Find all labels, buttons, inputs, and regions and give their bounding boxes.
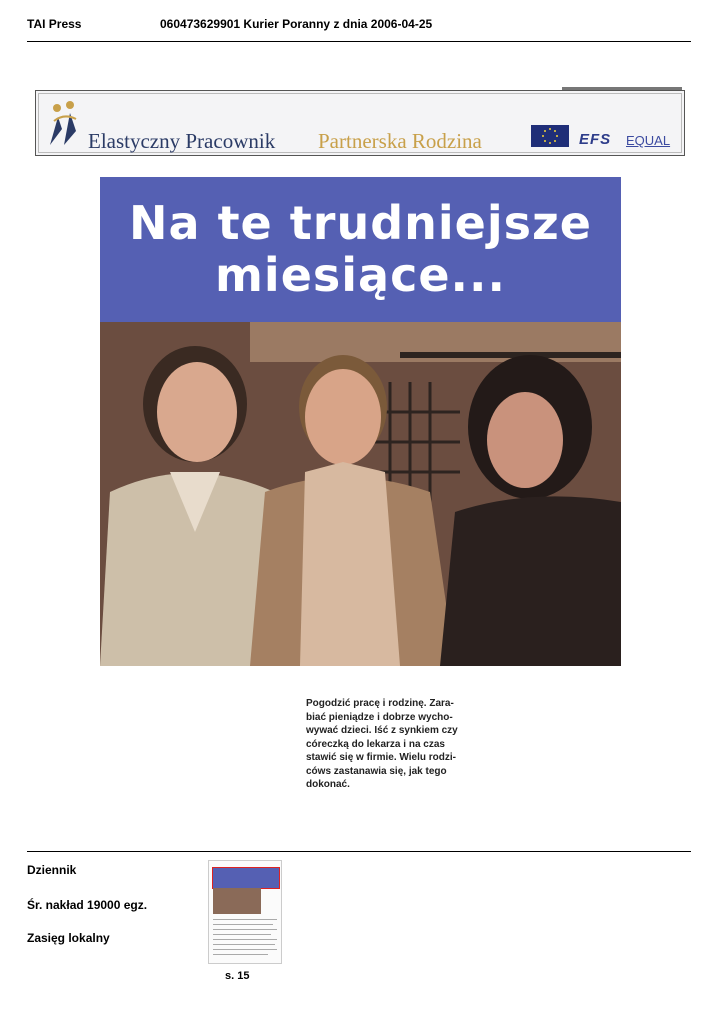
eu-flag-icon	[531, 125, 569, 147]
headline-line-2: miesiące...	[215, 248, 506, 302]
reference-line: 060473629901 Kurier Poranny z dnia 2006-04-25	[160, 17, 433, 31]
top-divider	[27, 41, 691, 42]
headline	[100, 197, 621, 301]
circulation: Śr. nakład 19000 egz.	[27, 898, 148, 912]
article-lead: Pogodzić pracę i rodzinę. Zara- biać pieniądze i dobrze wycho- wywać dzieci. Iść z synkiem czy córeczką do lekarza i na czas stawić się w firmie. Wielu rodzi- cóws zastanawia się, jak tego dokonać.	[306, 698, 458, 790]
headline-line-1: Na te trudniejsze	[129, 196, 592, 250]
brand-partnerska-rodzina: Partnerska Rodzina	[318, 129, 482, 153]
distribution-range: Zasięg lokalny	[27, 931, 110, 945]
page-thumbnail[interactable]	[208, 860, 282, 964]
brand-elastyczny-pracownik: Elastyczny Pracownik	[88, 129, 276, 153]
article-photo	[100, 322, 621, 666]
family-figures-icon	[46, 99, 82, 149]
efs-logo: EFS	[579, 131, 612, 148]
publication-type: Dziennik	[27, 863, 77, 877]
campaign-banner	[35, 90, 685, 156]
source-label: TAI Press	[27, 17, 82, 31]
headline-box	[100, 177, 621, 322]
equal-logo: EQUAL	[626, 133, 671, 148]
bottom-divider	[27, 851, 691, 852]
page-number: s. 15	[225, 970, 250, 982]
